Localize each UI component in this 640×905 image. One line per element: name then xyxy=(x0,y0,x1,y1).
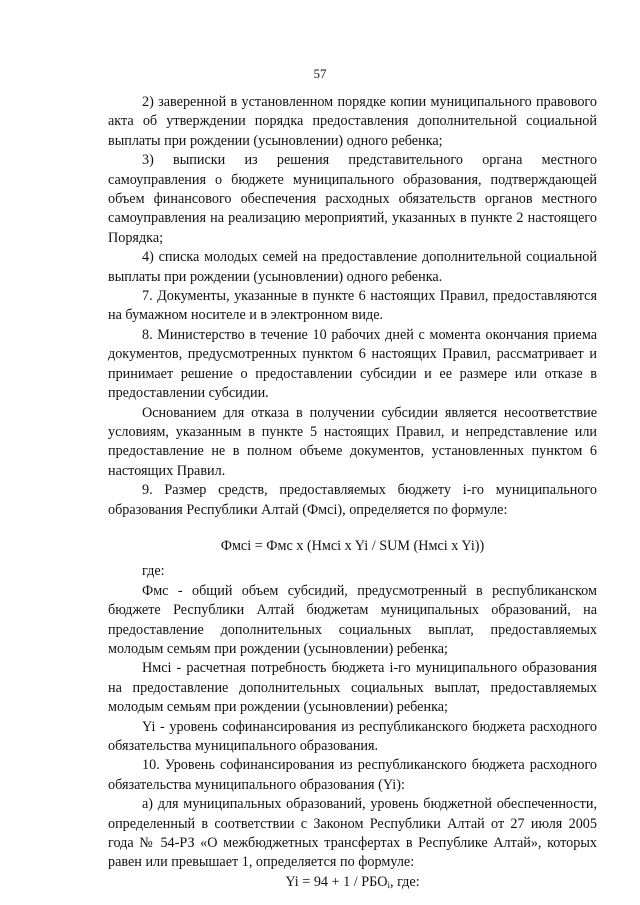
page-number: 57 xyxy=(313,66,327,81)
definition-nmsi: Нмсi - расчетная потребность бюджета i-го муниципального образования на предоставление дополнительных социальных выплат, предоставляемых молодым семьям при рождении (усыновлении) ребенка; xyxy=(108,660,597,716)
paragraph-refusal-grounds: Основанием для отказа в получении субсидии является несоответствие условиям, указанным в пункте 5 настоящих Правил, и непредставление или предоставление не в полном объеме документов, установленных пунктом 6 настоящих Правил. xyxy=(108,404,597,479)
paragraph-clause-10a: а) для муниципальных образований, уровень бюджетной обеспеченности, определенный в соответствии с Законом Республики Алтай от 27 июля 2005 года № 54-РЗ «О межбюджетных трансфертах в Республике Алтай», которых равен или превышает 1, определяется по формуле: xyxy=(108,796,597,871)
formula-where-label: где: xyxy=(142,563,165,580)
paragraph-item-4: 4) списка молодых семей на предоставление дополнительной социальной выплаты при рождении (усыновлении) одного ребенка. xyxy=(108,249,597,285)
formula-main: Yi = 94 + 1 / РБО xyxy=(285,873,388,890)
paragraph-clause-10: 10. Уровень софинансирования из республиканского бюджета расходного обязательства муниципального образования (Yi): xyxy=(108,757,597,793)
document-body xyxy=(108,93,597,892)
formula-cofinancing-level xyxy=(108,873,597,892)
paragraph-clause-7: 7. Документы, указанные в пункте 6 настоящих Правил, предоставляются на бумажном носителе и в электронном виде. xyxy=(108,288,597,324)
definition-fms: Фмс - общий объем субсидий, предусмотренный в республиканском бюджете Республики Алтай бюджетам муниципальных образований, на предоставление дополнительных социальных выплат, предоставляемых молодым семьям при рождении (усыновлении) ребенка; xyxy=(108,582,597,657)
paragraph-clause-9: 9. Размер средств, предоставляемых бюджету i-го муниципального образования Республики Алтай (Фмсi), определяется по формуле: xyxy=(108,482,597,518)
paragraph-clause-8: 8. Министерство в течение 10 рабочих дней с момента окончания приема документов, предусмотренных пунктом 6 настоящих Правил, рассматривает и принимает решение о предоставлении субсидии и ее размере или отказе в предоставлении субсидии. xyxy=(108,326,597,402)
paragraph-item-3: 3) выписки из решения представительного органа местного самоуправления о бюджете муниципального образования, подтверждающей объем финансового обеспечения расходных обязательств органов местного самоуправления на реализацию мероприятий, указанных в пункте 2 настоящего Порядка; xyxy=(108,152,597,246)
formula-tail: , где: xyxy=(389,873,420,890)
formula-subscript: i xyxy=(387,879,390,890)
paragraph-item-2: 2) заверенной в установленном порядке копии муниципального правового акта об утверждении порядка предоставления дополнительной социальной выплаты при рождении (усыновлении) одного ребенка; xyxy=(108,94,597,149)
formula-subsidy-amount: Фмсi = Фмс x (Нмсi x Yi / SUM (Нмсi x Yi)) xyxy=(220,537,485,554)
definition-yi: Yi - уровень софинансирования из республиканского бюджета расходного обязательства муниципального образования. xyxy=(108,718,597,754)
